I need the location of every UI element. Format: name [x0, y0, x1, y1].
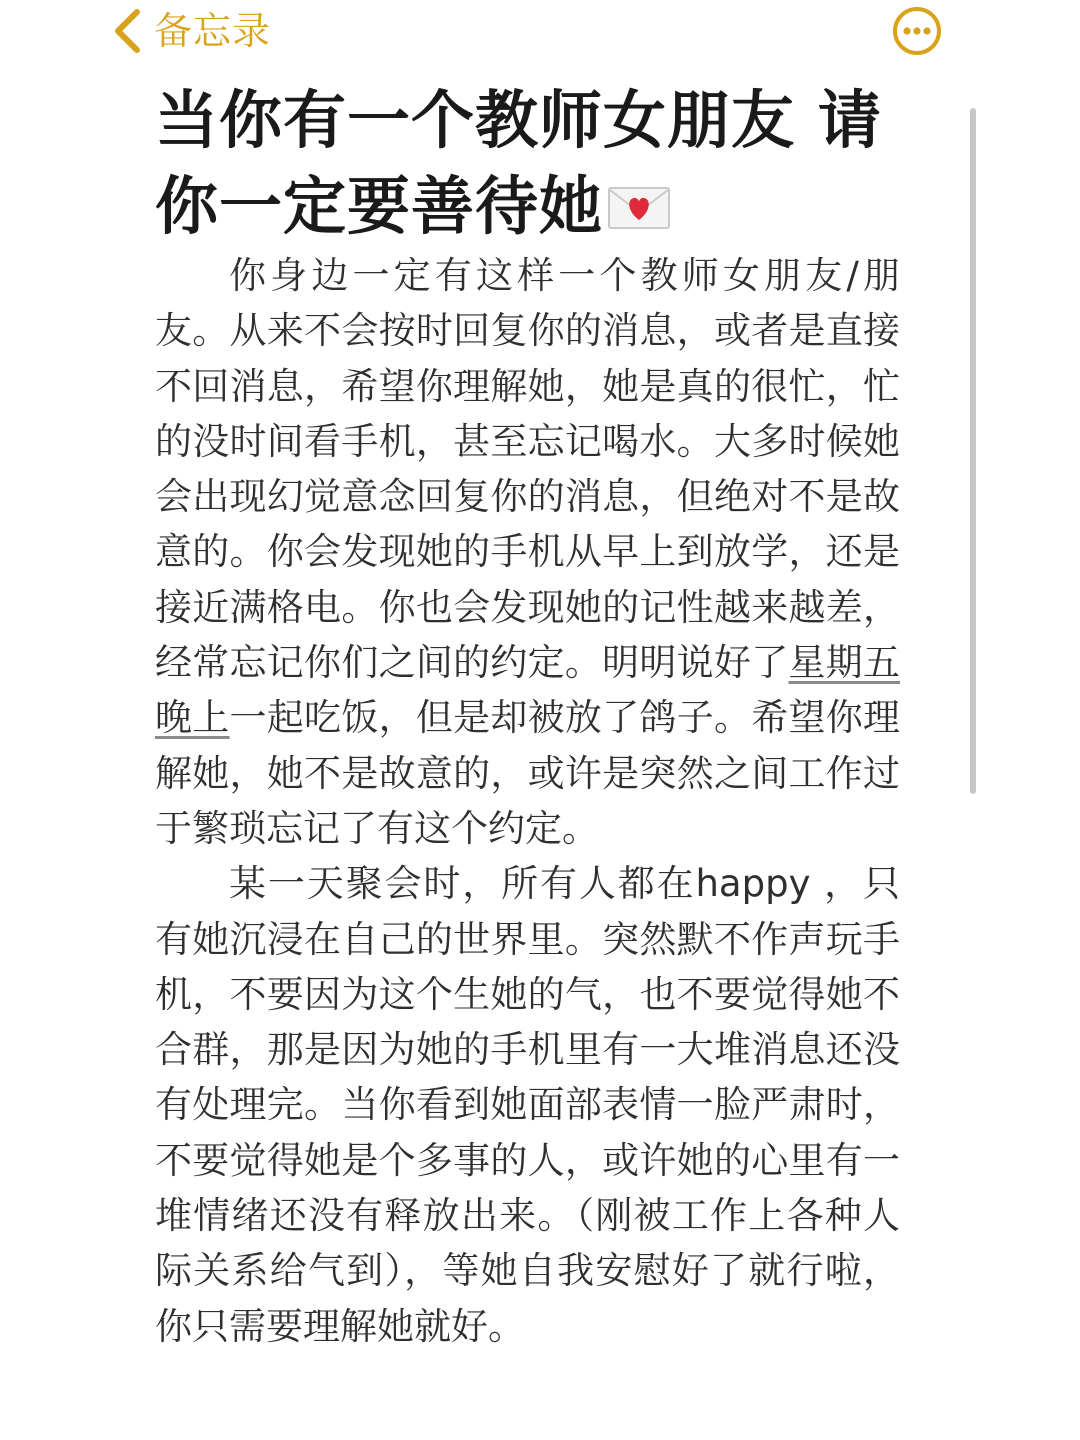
- more-button[interactable]: [892, 6, 942, 56]
- navigation-bar: [0, 0, 1080, 70]
- ellipsis-circle-icon: [892, 6, 942, 56]
- back-label: 备忘录: [154, 9, 272, 53]
- note-title-text: 当你有一个教师女朋友 请你一定要善待她: [155, 84, 882, 243]
- paragraph-1: 你身边一定有这样一个教师女朋友/朋友。从来不会按时回复你的消息，或者是直接不回消息，希望你理解她，她是真的很忙，忙的没时间看手机，甚至忘记喝水。大多时候她会出现幻觉意念回复你的消息，但绝对不是故意的。你会发现她的手机从早上到放学，还是接近满格电。你也会发现她的记性越来越差，经常忘记你们之间的约定。明明说好了星期五晚上一起吃饭，但是却被放了鸽子。希望你理解她，她不是故意的，或许是突然之间工作过于繁琐忘记了有这个约定。: [155, 254, 901, 850]
- note-title[interactable]: [155, 78, 895, 250]
- note-body[interactable]: [155, 248, 900, 1354]
- love-letter-icon: [607, 184, 671, 232]
- back-button[interactable]: [112, 6, 271, 56]
- scrollbar[interactable]: [970, 108, 976, 794]
- chevron-left-icon: [112, 8, 142, 54]
- paragraph-2: 某一天聚会时，所有人都在happy ，只有她沉浸在自己的世界里。突然默不作声玩手机，不要因为这个生她的气，也不要觉得她不合群，那是因为她的手机里有一大堆消息还没有处理完。当你看到她面部表情一脸严肃时，不要觉得她是个多事的人，或许她的心里有一堆情绪还没有释放出来。（刚被工作上各种人际关系给气到），等她自我安慰好了就行啦，你只需要理解她就好。: [155, 862, 900, 1348]
- highlighted-date: 星期五晚上: [155, 641, 901, 740]
